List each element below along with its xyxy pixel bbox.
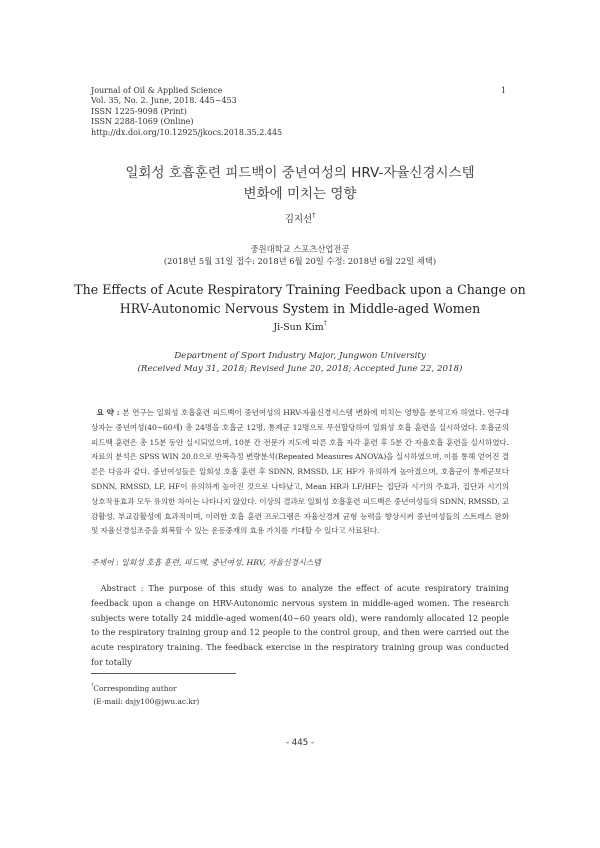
english-abstract-label: Abstract : [100,583,144,593]
korean-abstract-text: 본 연구는 일회성 호흡훈련 피드백이 중년여성의 HRV-자율신경시스템 변화에 미치는 영향을 분석고자 하였다. 연구대상자는 중년여성(40~60세) 총 24명을 호흡군 12명, 통제군 12명으로 무선할당하여 일회성 호흡 훈련을 실시하였다. 호흡군의 피드백 훈련은 총 15분 동안 실시되었으며, 10분 간 전문가 지도에 따른 호흡 자각 훈련 후 5분 간 자율호흡 훈련을 실시하였다. 자료의 분석은 SPSS WIN 20.0으로 반복측정 변량분석(Repeated Measures ANOVA)을 실시하였으며, 이를 통해 얻어진 결론은 다음과 같다. 중년여성들은 일회성 호흡 훈련 후 SDNN, RMSSD, LF, HF가 유의하게 높아졌으며, 호흡군이 통제군보다 SDNN, RMSSD, LF, HF이 유의하게 높아진 것으로 나타났고, Mean HR과 LF/HF는 집단과 시기의 주효과, 집단과 시기의 상호작용효과 모두 유의한 차이는 나타나지 않았다. 이상의 결과로 일회성 호흡훈련 피드백은 중년여성들의 SDNN, RMSSD, 교감활성, 부교감활성에 효과적이며, 이러한 호흡 훈련 프로그램은 자율신경계 균형 능력을 향상시켜 중년여성들의 스트레스 완화 및 자율신경실조증을 회복할 수 있는 운동중재의 효용 가치를 기대할 수 있다고 사료된다. [91,408,509,536]
korean-keywords-text: 일회성 호흡 훈련, 피드백, 중년여성, HRV, 자율신경시스템 [121,558,321,567]
english-title-line2: HRV-Autonomic Nervous System in Middle-aged Women [119,301,481,316]
journal-volume: Vol. 35, No. 2. June, 2018. 445~453 [91,96,237,106]
english-author-name: Ji-Sun Kim [273,322,324,333]
journal-name: Journal of Oil & Applied Science [91,86,223,95]
doi-link[interactable]: http://dx.doi.org/10.12925/jkocs.2018.35.2.445 [91,127,283,137]
footnote-email[interactable]: (E-mail: dsjy100@jwu.ac.kr) [93,696,200,706]
english-affiliation-block [0,350,600,376]
english-author-mark: † [323,320,327,327]
journal-header [91,86,282,138]
page-number-top: 1 [500,86,506,95]
footnote-divider [91,673,236,674]
korean-affiliation: 중원대학교 스포츠산업전공 [250,244,350,254]
issn-print: ISSN 1225-9098 (Print) [91,106,187,116]
footnote-mark: † [91,683,94,688]
english-abstract [91,581,509,670]
korean-abstract [91,406,509,539]
english-title-line1: The Effects of Acute Respiratory Training Feedback upon a Change on [74,282,526,297]
english-title [60,280,540,318]
korean-keywords-label: 주제어 : [91,558,119,567]
korean-title [60,163,540,205]
issn-online: ISSN 2288-1069 (Online) [91,117,194,127]
korean-affiliation-block [0,243,600,267]
korean-keywords [91,557,509,568]
english-author [0,320,600,333]
korean-title-line2: 변화에 미치는 영향 [243,186,357,202]
footnote-corresponding: Corresponding author [93,684,177,693]
english-dates: (Received May 31, 2018; Revised June 20, 2018; Accepted June 22, 2018) [137,364,463,374]
english-abstract-text: The purpose of this study was to analyze the effect of acute respiratory training feedback upon a change on HRV-Autonomic nervous system in middle-aged women. The research subjects were totally 24 middle-aged women(40~60 years old), were randomly allocated 12 people to the respiratory training group and 12 people to the control group, and then were carried out the acute respiratory training. The feedback exercise in the respiratory training group was conducted for totally [91,583,509,667]
korean-author-name: 김지선 [284,214,313,225]
korean-title-line1: 일회성 호흡훈련 피드백이 중년여성의 HRV-자율신경시스템 [125,165,475,181]
page-footer-number: - 445 - [285,738,315,748]
korean-abstract-label: 요 약 : [96,408,120,417]
footnote [91,680,199,708]
korean-dates: (2018년 5월 31일 접수: 2018년 6월 20일 수정: 2018년 6월 22일 채택) [163,256,437,266]
korean-author-mark: † [312,212,316,219]
korean-author [0,211,600,225]
english-department: Department of Sport Industry Major, Jungwon University [174,351,426,361]
